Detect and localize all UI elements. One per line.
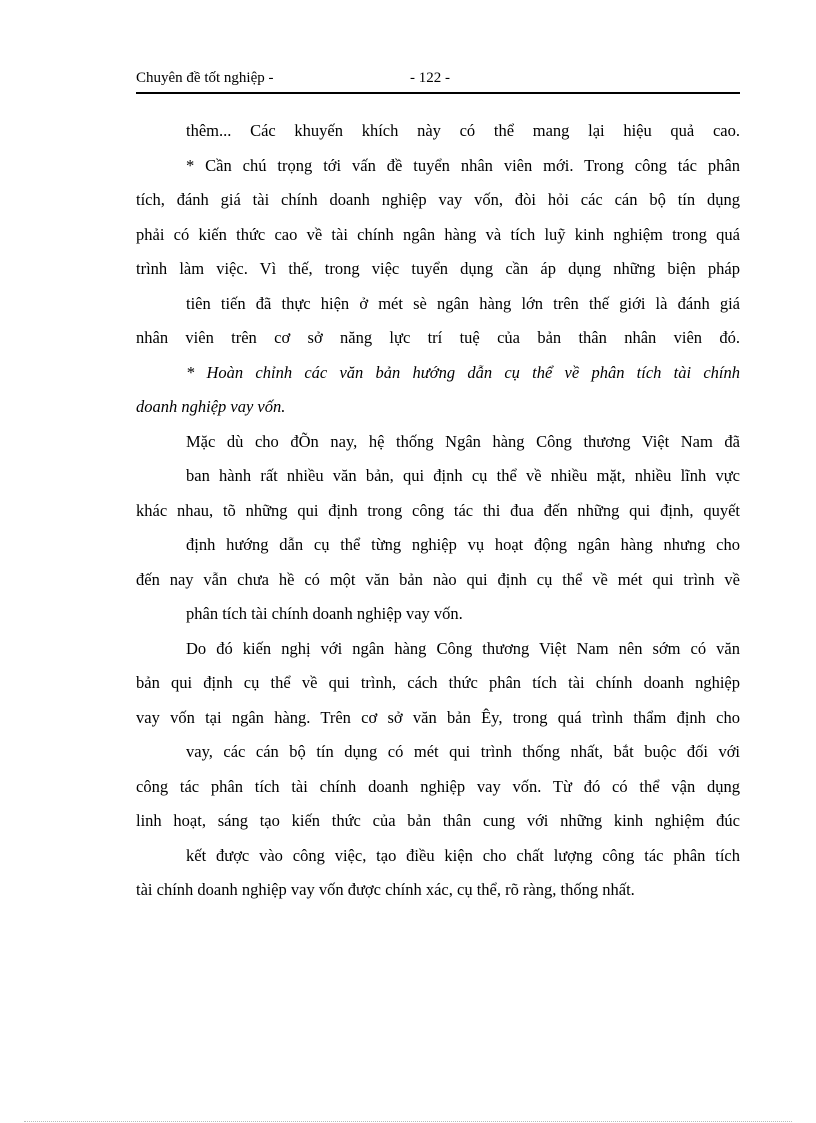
text-line: ban hành rất nhiều văn bản, qui định cụ thể về nhiều mặt, nhiều lĩnh vực (186, 466, 740, 485)
document-body (136, 117, 740, 911)
text-line: khác nhau, tõ những qui định trong công tác thi đua đến những qui định, quyết (136, 500, 740, 520)
text-line: định hướng dẫn cụ thể từng nghiệp vụ hoạt động ngân hàng nhưng cho (186, 535, 740, 554)
page-number: - 122 - (410, 70, 450, 86)
text-line: doanh nghiệp vay vốn. (136, 397, 286, 416)
document-title: Chuyên đề tốt nghiệp - (136, 70, 274, 86)
text-line: phân tích tài chính doanh nghiệp vay vốn. (186, 604, 463, 623)
text-line: vay vốn tại ngân hàng. Trên cơ sở văn bản Êy, trong quá trình thẩm định cho (136, 707, 740, 727)
text-line: vay, các cán bộ tín dụng có mét qui trình thống nhất, bắt buộc đối với (186, 742, 740, 761)
text-line: nhân viên trên cơ sở năng lực trí tuệ của bản thân nhân viên đó. (136, 328, 740, 347)
text-line: tài chính doanh nghiệp vay vốn được chính xác, cụ thể, rõ ràng, thống nhất. (136, 880, 635, 899)
text-line: thêm... Các khuyến khích này có thể mang lại hiệu quả cao. (186, 121, 740, 140)
text-line: * Hoàn chỉnh các văn bản hướng dẫn cụ thể về phân tích tài chính (186, 362, 740, 382)
text-line: phải có kiến thức cao về tài chính ngân hàng và tích luỹ kinh nghiệm trong quá (136, 224, 740, 244)
text-line: linh hoạt, sáng tạo kiến thức của bản thân cung với những kinh nghiệm đúc (136, 811, 740, 830)
text-line: công tác phân tích tài chính doanh nghiệp vay vốn. Từ đó có thể vận dụng (136, 776, 740, 796)
text-line: kết được vào công việc, tạo điều kiện cho chất lượng công tác phân tích (186, 845, 740, 865)
text-line: trình làm việc. Vì thế, trong việc tuyển dụng cần áp dụng những biện pháp (136, 259, 740, 278)
page-header (136, 68, 740, 94)
text-line: bản qui định cụ thể về qui trình, cách thức phân tích tài chính doanh nghiệp (136, 673, 740, 692)
text-line: đến nay vẫn chưa hề có một văn bản nào qui định cụ thể về mét qui trình về (136, 569, 740, 589)
text-line: tiên tiến đã thực hiện ở mét sè ngân hàng lớn trên thế giới là đánh giá (186, 293, 740, 313)
text-line: * Cần chú trọng tới vấn đề tuyển nhân viên mới. Trong công tác phân (186, 155, 740, 175)
text-line: tích, đánh giá tài chính doanh nghiệp vay vốn, đòi hỏi các cán bộ tín dụng (136, 190, 740, 209)
text-line: Do đó kiến nghị với ngân hàng Công thương Việt Nam nên sớm có văn (186, 638, 740, 658)
text-line: Mặc dù cho đÕn nay, hệ thống Ngân hàng Công thương Việt Nam đã (186, 431, 740, 451)
footer-divider (24, 1121, 792, 1122)
